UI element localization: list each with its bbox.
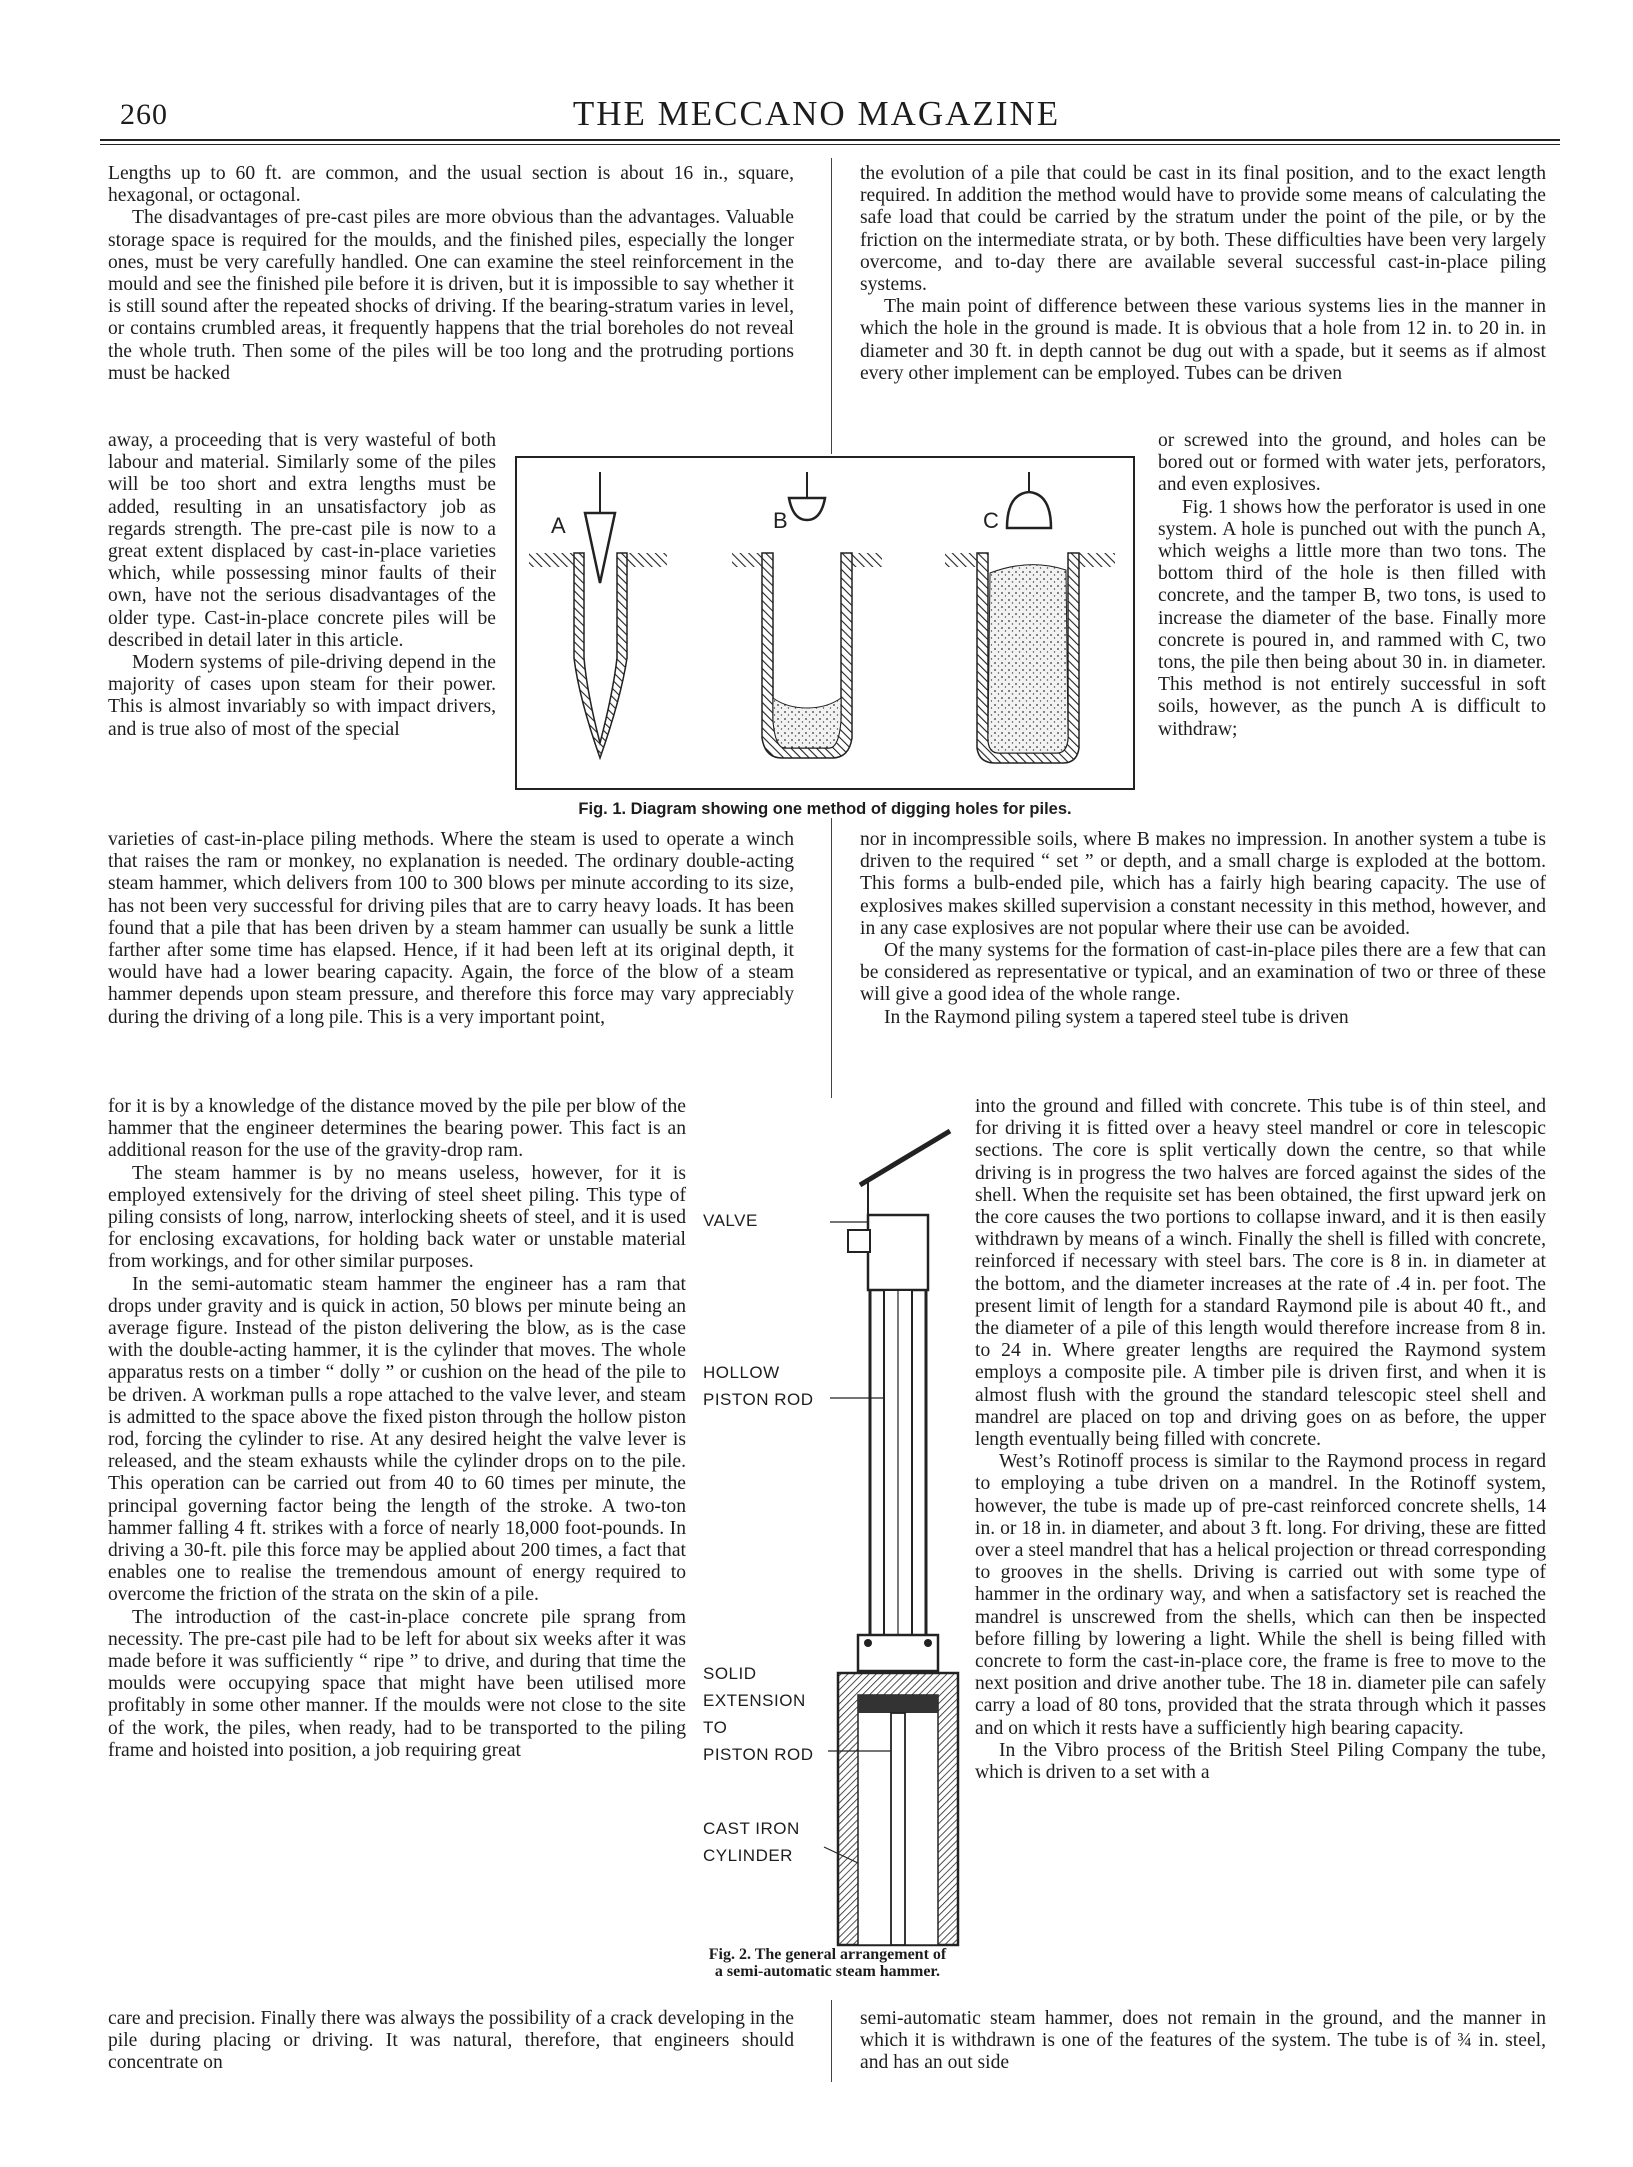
left-column-narrow xyxy=(108,430,496,741)
valve-lever xyxy=(860,1131,950,1185)
concrete-base-b xyxy=(773,698,841,748)
paragraph: or screwed into the ground, and holes can be bored out or formed with water jets, perforators, and even explosives. xyxy=(1158,430,1546,496)
rammer-c-icon xyxy=(1007,492,1051,528)
column-divider-top xyxy=(831,158,832,454)
paragraph: The steam hammer is by no means useless, however, for it is employed extensively for the driving of steel sheet piling. This type of piling consists of long, narrow, interlocking sheets of steel, and it is used for enclosing excavations, for holding back water or unstable material from workings, and for other similar purposes. xyxy=(108,1162,686,1273)
ground-b xyxy=(732,553,762,567)
paragraph: West’s Rotinoff process is similar to the Raymond process in regard to employing a tube driven on a mandrel. In the Rotinoff system, however, the tube is made up of pre-cast reinforced concrete shells, 14 in. or 18 in. in diameter, and about 3 ft. long. For driving, these are fitted over a steel mandrel that has a helical projection or thread corresponding to grooves in the shells. Driving is carried out with some type of hammer in the ordinary way, and when a satisfactory set is reached the mandrel is unscrewed from the shells, which can then be inspected before filling by lowering a light. While the shell is being filled with concrete to form the cast-in-place core, the frame is free to move to the next position and drive another tube. The 18 in. diameter pile can safely carry a load of 80 tons, provided that the strata through which it passes and on which it rests have a sufficiently high bearing capacity. xyxy=(975,1451,1546,1739)
label-b: B xyxy=(773,508,788,533)
column-divider-bottom xyxy=(831,2000,832,2082)
label-cylinder: CYLINDER xyxy=(703,1846,793,1865)
ground-a xyxy=(529,553,574,567)
paragraph: In the Raymond piling system a tapered steel tube is driven xyxy=(884,1006,1349,1028)
right-column-narrow xyxy=(1158,430,1546,741)
punch-a-icon xyxy=(585,513,615,583)
paragraph: away, a proceeding that is very wasteful of both labour and material. Similarly some of the piles will be too short and extra lengths must be added, resulting in an unsatisfactory job as regards strength. The pre-cast pile is now to a great extent displaced by cast-in-place varieties which, while possessing minor faults of their own, have not the serious disadvantages of the older type. Cast-in-place concrete piles will be described in detail later in this article. xyxy=(108,430,496,651)
ground-c xyxy=(945,553,977,567)
paragraph: In the Vibro process of the British Steel Piling Company the tube, which is driven to a set with a xyxy=(975,1739,1546,1784)
hole-a xyxy=(574,553,627,758)
figure-2-caption: Fig. 2. The general arrangement of a semi-automatic steam hammer. xyxy=(708,1946,947,1980)
valve-pipe xyxy=(848,1230,870,1252)
concrete-fill-c xyxy=(988,565,1068,753)
figure-1 xyxy=(515,456,1135,790)
header-rule-thin xyxy=(100,144,1560,145)
label-valve: VALVE xyxy=(703,1211,758,1230)
left-column-top xyxy=(108,163,794,385)
bolt xyxy=(864,1639,872,1647)
paragraph: nor in incompressible soils, where B makes no impression. In another system a tube is driven to the required “ set ” or depth, and a small charge is exploded at the bottom. This forms a bulb-ended pile, which has a fairly high bearing capacity. The use of explosives makes skilled supervision a constant necessity in this method, however, and in any case explosives are not popular where their use can be avoided. xyxy=(860,829,1546,939)
magazine-title: THE MECCANO MAGAZINE xyxy=(572,94,1061,133)
right-column-bottom xyxy=(860,2008,1546,2075)
figure-2 xyxy=(698,1095,992,1955)
pile-hole-diagram xyxy=(517,458,1129,784)
paragraph: for it is by a knowledge of the distance moved by the pile per blow of the hammer that the engineer determines the bearing power. This fact is an additional reason for the use of the gravity-drop ram. xyxy=(108,1096,686,1162)
ground-c-right xyxy=(1079,553,1115,567)
figure-1-caption: Fig. 1. Diagram showing one method of digging holes for piles. xyxy=(578,800,1072,818)
steam-hammer-diagram xyxy=(698,1095,992,1955)
paragraph: The main point of difference between these various systems lies in the manner in which the hole in the ground is made. It is obvious that a hole from 12 in. to 20 in. in diameter and 30 ft. in depth cannot be dug out with a spade, but it seems as if almost every other implement can be employed. Tubes can be driven xyxy=(860,296,1546,384)
label-piston-rod: PISTON ROD xyxy=(703,1390,814,1409)
label-a: A xyxy=(551,513,566,538)
left-column-bottom xyxy=(108,2008,794,2075)
paragraph: Fig. 1 shows how the perforator is used in one system. A hole is punched out with the punch A, which weighs a little more than two tons. The bottom third of the hole is then filled with concrete, and the tamper B, two tons, is used to increase the diameter of the base. Finally more concrete is poured in, and rammed with C, two tons, the pile then being about 30 in. in diameter. This method is not entirely successful in soft soils, however, as the punch A is difficult to withdraw; xyxy=(1158,496,1546,740)
header-rule xyxy=(100,139,1560,141)
paragraph: varieties of cast-in-place piling methods. Where the steam is used to operate a winch that raises the ram or monkey, no explanation is needed. The ordinary double-acting steam hammer, which delivers from 100 to 300 blows per minute according to its size, has not been very successful for driving piles that are to carry heavy loads. It has been found that a pile that has been driven by a steam hammer can usually be sunk a little farther after some time has elapsed. Hence, if it had been left at its original depth, it would have had a lower bearing capacity. Again, the force of the blow of a steam hammer depends upon steam pressure, and therefore this force may vary appreciably during the driving of a long pile. This is a very important point, xyxy=(108,829,794,1028)
ground-b-right xyxy=(852,553,882,567)
page-number: 260 xyxy=(120,98,168,131)
piston-head xyxy=(858,1695,938,1713)
label-extension: EXTENSION xyxy=(703,1691,806,1710)
left-column-narrow-2 xyxy=(108,1096,686,1762)
label-hollow: HOLLOW xyxy=(703,1363,780,1382)
column-divider-mid xyxy=(831,818,832,1098)
right-column-mid xyxy=(860,829,1546,1029)
label-solid: SOLID xyxy=(703,1664,757,1683)
left-column-mid xyxy=(108,829,794,1029)
ground-a-right xyxy=(627,553,667,567)
label-to: TO xyxy=(703,1718,728,1737)
right-column-top xyxy=(860,163,1546,385)
right-column-narrow-2 xyxy=(975,1096,1546,1784)
paragraph: semi-automatic steam hammer, does not remain in the ground, and the manner in which it is withdrawn is one of the features of the system. The tube is of ¾ in. steel, and has an out side xyxy=(860,2008,1546,2074)
paragraph: care and precision. Finally there was always the possibility of a crack developing in the pile during placing or driving. It was natural, therefore, that engineers should concentrate on xyxy=(108,2008,794,2074)
valve-chest xyxy=(868,1215,928,1290)
paragraph: the evolution of a pile that could be cast in its final position, and to the exact length required. In addition the method would have to provide some means of calculating the safe load that could be carried by the stratum under the point of the pile, or by the friction on the intermediate strata, or by both. These difficulties have been very largely overcome, and to-day there are available several successful cast-in-place piling systems. xyxy=(860,163,1546,296)
paragraph: into the ground and filled with concrete. This tube is of thin steel, and for driving it is fitted over a heavy steel mandrel or core in telescopic sections. The core is split vertically down the centre, so that while driving is in progress the two halves are forced against the sides of the shell. When the requisite set has been obtained, the first upward jerk on the core causes the two portions to collapse inward, and it is then easily withdrawn by means of a winch. Finally the shell is filled with concrete, reinforced if necessary with steel bars. The core is 8 in. in diameter at the bottom, and the diameter increases at the rate of .4 in. per foot. The present limit of length for a standard Raymond pile is about 40 ft., and the diameter of a pile of this length would therefore increase from 8 in. to 24 in. Where greater lengths are required the Raymond system employs a composite pile. A timber pile is driven first, and when it is almost flush with the ground the standard telescopic steel shell and mandrel are placed on top and driving goes on as before, the upper length eventually being filled with concrete. xyxy=(975,1096,1546,1451)
solid-extension xyxy=(891,1713,905,1945)
bolt xyxy=(924,1639,932,1647)
paragraph: Lengths up to 60 ft. are common, and the usual section is about 16 in., square, hexagonal, or octagonal. xyxy=(108,163,794,207)
paragraph: The introduction of the cast-in-place concrete pile sprang from necessity. The pre-cast pile had to be left for about six weeks after it was made before it was sufficiently “ ripe ” to drive, and during that time the moulds were occupying space that might have been utilised more profitably in some other manner. If the moulds were not close to the site of the work, the piles, when ready, had to be transported to the piling frame and hoisted into position, a job requiring great xyxy=(108,1606,686,1761)
label-cast-iron: CAST IRON xyxy=(703,1819,800,1838)
paragraph: Of the many systems for the formation of cast-in-place piles there are a few that can be considered as representative or typical, and an examination of two or three of these will give a good idea of the whole range. xyxy=(860,940,1546,1006)
label-c: C xyxy=(983,508,999,533)
paragraph: Modern systems of pile-driving depend in the majority of cases upon steam for their power. This is almost invariably so with impact drivers, and is true also of most of the special xyxy=(108,652,496,740)
paragraph: In the semi-automatic steam hammer the engineer has a ram that drops under gravity and is quick in action, 50 blows per minute being an average figure. Instead of the piston delivering the blow, as is the case with the double-acting hammer, it is the cylinder that moves. The whole apparatus rests on a timber “ dolly ” or cushion on the head of the pile to be driven. A workman pulls a rope attached to the valve lever, and steam is admitted to the space above the fixed piston through the hollow piston rod, forcing the cylinder to rise. At any desired height the valve lever is released, and the steam exhausts while the cylinder drops on to the pile. This operation can be carried out from 40 to 60 times per minute, the principal governing factor being the length of the stroke. A two-ton hammer falling 4 ft. strikes with a force of nearly 18,000 foot-pounds. In driving a 30-ft. pile this force may be applied about 200 times, a fact that enables one to realise the tremendous amount of energy required to overcome the friction of the strata on the skin of a pile. xyxy=(108,1273,686,1606)
tamper-b-icon xyxy=(789,498,825,520)
label-piston-rod-2: PISTON ROD xyxy=(703,1745,814,1764)
paragraph: The disadvantages of pre-cast piles are more obvious than the advantages. Valuable storage space is required for the moulds, and the finished piles, especially the longer ones, must be very carefully handled. One can examine the steel reinforcement in the mould and see the finished pile before it is driven, but it is impossible to say whether it is still sound after the repeated shocks of driving. If the bearing-stratum varies in level, or contains crumbled areas, it frequently happens that the trial boreholes do not reveal the whole truth. Then some of the piles will be too long and the protruding portions must be hacked xyxy=(108,207,794,384)
